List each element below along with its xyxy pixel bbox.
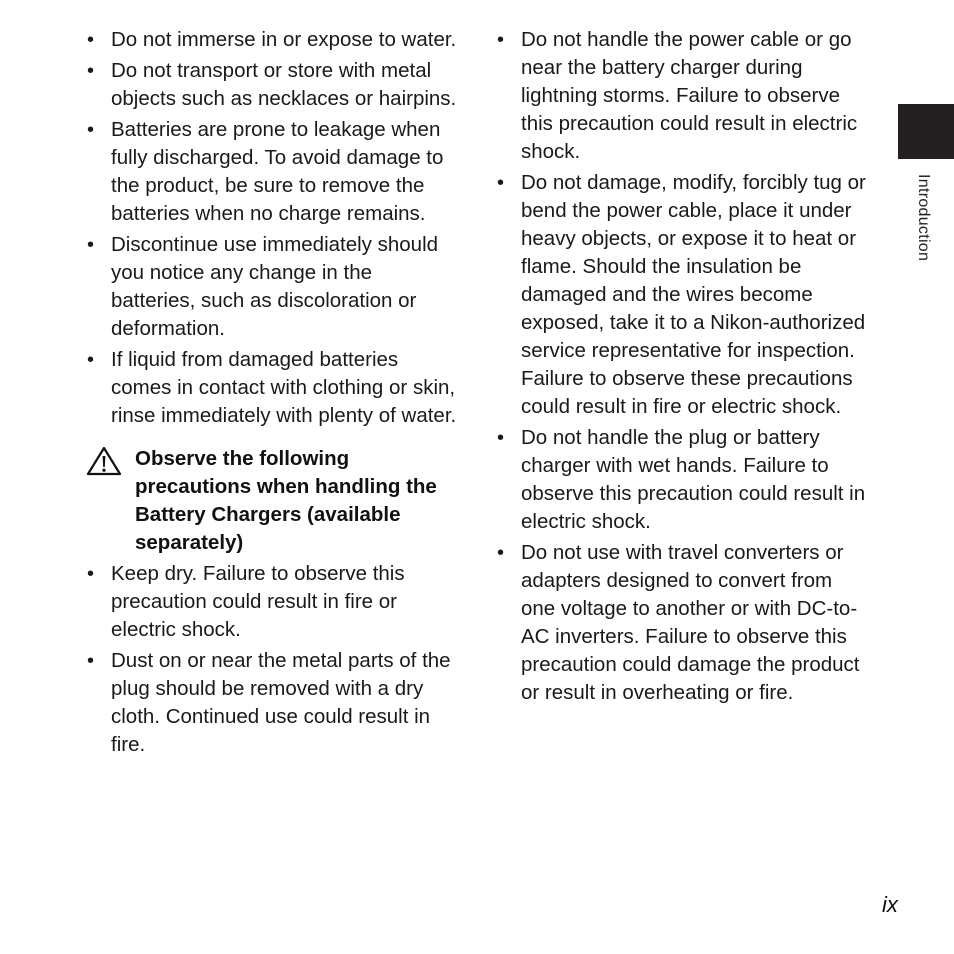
list-item: • Do not immerse in or expose to water.: [86, 26, 458, 54]
charger-precautions-list-continued: [496, 26, 868, 707]
list-item: • Batteries are prone to leakage when fully discharged. To avoid damage to the product, be sure to remove the batteries when no charge remains.: [87, 118, 444, 225]
bullet-icon: •: [87, 563, 95, 585]
list-item: • Do not damage, modify, forcibly tug or bend the power cable, place it under heavy objects, or expose it to heat or flame. Should the insulation be damaged and the wires become exposed, take it to a Nikon-authorized service representative for inspection. Failure to observe these precautions could result in fire or electric shock.: [497, 171, 866, 418]
section-tab-marker: [898, 104, 954, 159]
list-item: • Do not handle the power cable or go near the battery charger during lightning storms. Failure to observe this precaution could result in electric shock.: [497, 28, 858, 163]
bullet-icon: •: [87, 29, 95, 51]
list-item: • Do not transport or store with metal objects such as necklaces or hairpins.: [87, 59, 457, 110]
bullet-icon: •: [87, 349, 95, 371]
charger-precautions-list: [86, 560, 458, 759]
bullet-icon: •: [497, 542, 505, 564]
bullet-icon: •: [87, 650, 95, 672]
list-item: • Dust on or near the metal parts of the plug should be removed with a dry cloth. Continued use could result in fire.: [87, 649, 451, 756]
list-item: • Do not handle the plug or battery charger with wet hands. Failure to observe this precaution could result in electric shock.: [497, 426, 866, 533]
list-item: • If liquid from damaged batteries comes in contact with clothing or skin, rinse immediately with plenty of water.: [87, 348, 457, 427]
bullet-icon: •: [87, 234, 95, 256]
bullet-icon: •: [87, 119, 95, 141]
bullet-icon: •: [497, 29, 505, 51]
page-number: ix: [882, 892, 898, 917]
bullet-icon: •: [87, 60, 95, 82]
warning-triangle-icon: [86, 446, 122, 476]
charger-warning-heading: [86, 445, 458, 557]
section-label: Introduction: [915, 174, 932, 262]
list-item: • Discontinue use immediately should you notice any change in the batteries, such as discoloration or deformation.: [87, 233, 439, 340]
battery-precautions-list: [86, 26, 458, 430]
list-item: • Keep dry. Failure to observe this precaution could result in fire or electric shock.: [87, 562, 405, 641]
left-column: [86, 26, 458, 762]
bullet-icon: •: [497, 172, 505, 194]
warning-heading-text: Observe the following precautions when handling the Battery Chargers (available separately): [135, 447, 437, 554]
bullet-icon: •: [497, 427, 505, 449]
right-column: [496, 26, 868, 710]
list-item: • Do not use with travel converters or adapters designed to convert from one voltage to another or with DC-to-AC inverters. Failure to observe this precaution could damage the product or result in overheating or fire.: [497, 541, 860, 704]
